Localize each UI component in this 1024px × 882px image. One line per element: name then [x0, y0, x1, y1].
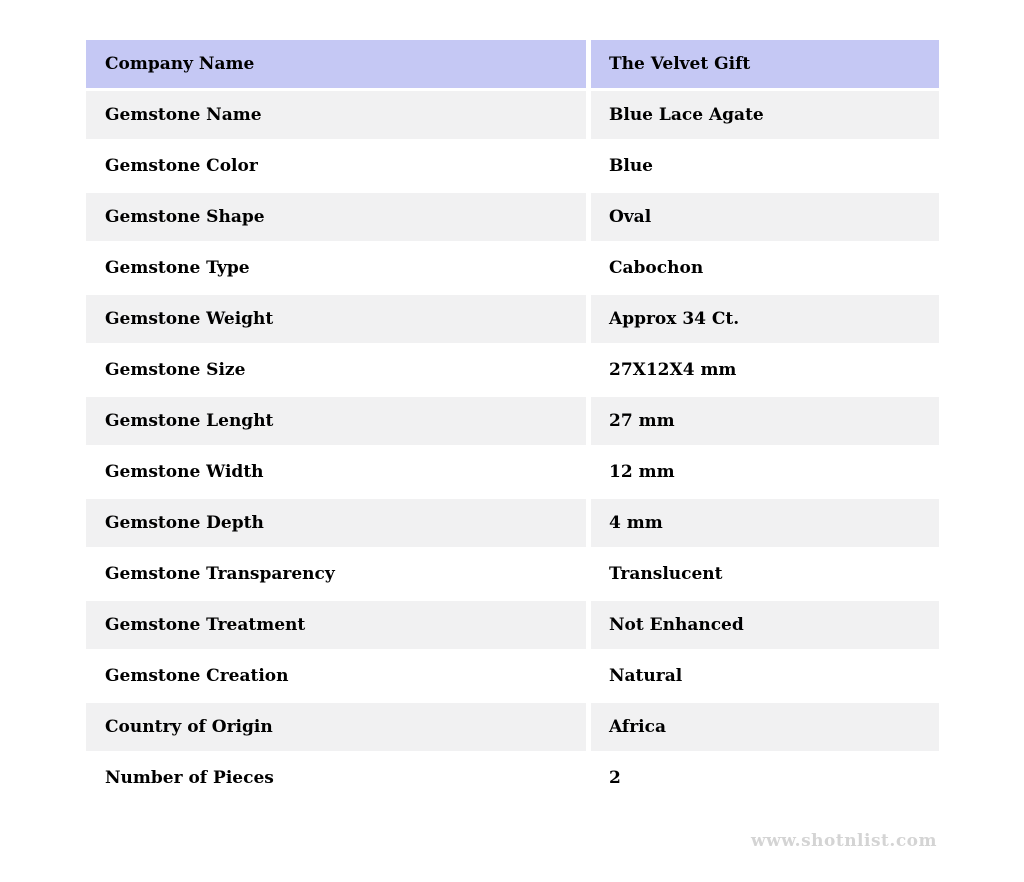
spec-value: Natural: [591, 652, 939, 700]
spec-value: Oval: [591, 193, 939, 241]
table-header-row: [86, 40, 939, 88]
spec-value: 2: [591, 754, 939, 802]
spec-value: 4 mm: [591, 499, 939, 547]
spec-value: 27X12X4 mm: [591, 346, 939, 394]
table-row: [86, 754, 939, 802]
spec-value: Africa: [591, 703, 939, 751]
table-row: [86, 91, 939, 139]
spec-label: Country of Origin: [86, 703, 586, 751]
spec-label: Gemstone Lenght: [86, 397, 586, 445]
spec-label: Gemstone Type: [86, 244, 586, 292]
spec-label: Gemstone Color: [86, 142, 586, 190]
table-row: [86, 652, 939, 700]
table-row: [86, 244, 939, 292]
spec-value: Blue Lace Agate: [591, 91, 939, 139]
spec-label: Gemstone Creation: [86, 652, 586, 700]
table-row: [86, 193, 939, 241]
header-value-company-name: The Velvet Gift: [591, 40, 939, 88]
gemstone-spec-table: [86, 40, 939, 802]
table-row: [86, 295, 939, 343]
spec-label: Gemstone Transparency: [86, 550, 586, 598]
spec-label: Number of Pieces: [86, 754, 586, 802]
spec-label: Gemstone Width: [86, 448, 586, 496]
table-row: [86, 142, 939, 190]
table-row: [86, 346, 939, 394]
watermark-text: www.shotnlist.com: [750, 831, 937, 851]
table-row: [86, 550, 939, 598]
spec-label: Gemstone Name: [86, 91, 586, 139]
spec-label: Gemstone Depth: [86, 499, 586, 547]
spec-value: Cabochon: [591, 244, 939, 292]
table-row: [86, 703, 939, 751]
spec-value: Approx 34 Ct.: [591, 295, 939, 343]
spec-value: 12 mm: [591, 448, 939, 496]
spec-label: Gemstone Size: [86, 346, 586, 394]
table-row: [86, 499, 939, 547]
header-label-company-name: Company Name: [86, 40, 586, 88]
table-row: [86, 397, 939, 445]
table-row: [86, 601, 939, 649]
spec-label: Gemstone Treatment: [86, 601, 586, 649]
spec-value: Not Enhanced: [591, 601, 939, 649]
spec-label: Gemstone Shape: [86, 193, 586, 241]
spec-value: Translucent: [591, 550, 939, 598]
spec-label: Gemstone Weight: [86, 295, 586, 343]
spec-value: 27 mm: [591, 397, 939, 445]
spec-value: Blue: [591, 142, 939, 190]
table-row: [86, 448, 939, 496]
